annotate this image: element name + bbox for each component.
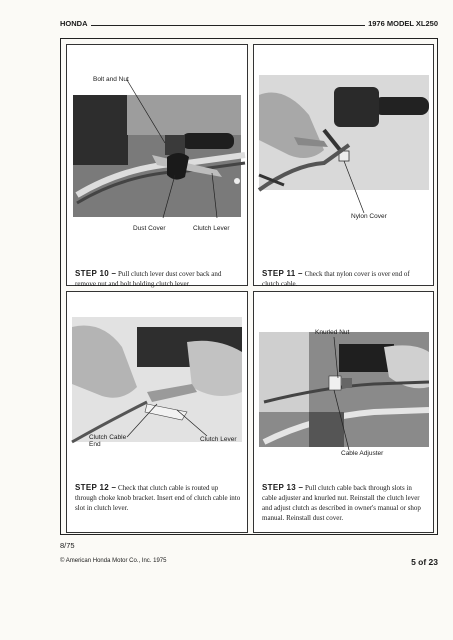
copyright-notice: © American Honda Motor Co., Inc. 1975 bbox=[60, 558, 167, 564]
panel-step-12 bbox=[66, 291, 248, 533]
step-12-text: Check that clutch cable is routed up through choke knob bracket. Insert end of clutch cable into slot in clutch lever. bbox=[75, 484, 241, 512]
instruction-frame bbox=[60, 38, 438, 535]
model-title: 1976 MODEL XL250 bbox=[365, 19, 438, 28]
photo-step-10 bbox=[67, 45, 247, 222]
print-date: 8/75 bbox=[60, 541, 75, 550]
step-10-text: Pull clutch lever dust cover back and remove nut and bolt holding clutch lever. bbox=[75, 270, 222, 288]
callout-clutch-lever-2: Clutch Lever bbox=[200, 436, 237, 443]
callout-knurled-nut: Knurled Nut bbox=[315, 329, 350, 336]
callout-dust-cover: Dust Cover bbox=[133, 225, 166, 232]
page-header bbox=[60, 19, 438, 29]
step-13-text: Pull clutch cable back through slots in cable adjuster and knurled nut. Reinstall the clutch lever and adjust clutch as described in owner's manual or shop manual. Reinstall dust cover. bbox=[262, 484, 421, 522]
photo-step-11 bbox=[254, 45, 433, 222]
caption-step-10 bbox=[75, 269, 241, 289]
callout-clutch-cable: Clutch Cable bbox=[89, 434, 127, 441]
callout-end: End bbox=[89, 441, 101, 448]
step-12-label: STEP 12 – bbox=[75, 483, 117, 492]
caption-step-11 bbox=[262, 269, 427, 289]
photo-step-13 bbox=[254, 292, 433, 469]
brand-name: HONDA bbox=[60, 19, 91, 28]
step-10-label: STEP 10 – bbox=[75, 269, 117, 278]
step-11-text: Check that nylon cover is over end of clutch cable. bbox=[262, 270, 410, 288]
caption-step-13 bbox=[262, 483, 427, 523]
panel-step-13 bbox=[253, 291, 434, 533]
step-13-label: STEP 13 – bbox=[262, 483, 304, 492]
page-number: 5 of 23 bbox=[411, 557, 438, 567]
panel-step-11 bbox=[253, 44, 434, 286]
caption-step-12 bbox=[75, 483, 241, 513]
callout-cable-adjuster: Cable Adjuster bbox=[341, 450, 384, 457]
panel-step-10 bbox=[66, 44, 248, 286]
callout-bolt-and-nut: Bolt and Nut bbox=[93, 76, 129, 83]
step-11-label: STEP 11 – bbox=[262, 269, 303, 278]
callout-clutch-lever: Clutch Lever bbox=[193, 225, 230, 232]
callout-nylon-cover: Nylon Cover bbox=[351, 213, 387, 220]
